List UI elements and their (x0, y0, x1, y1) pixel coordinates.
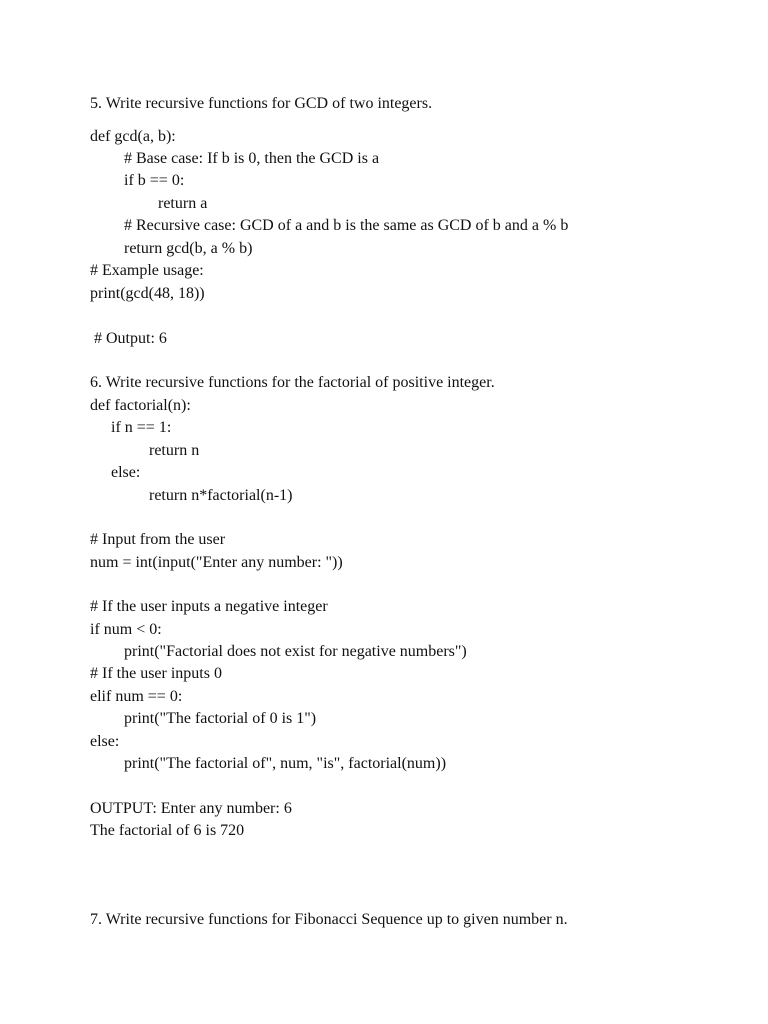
q5-code-line: # Recursive case: GCD of a and b is the same as GCD of b and a % b (108, 217, 569, 234)
q5-code-line: # Base case: If b is 0, then the GCD is a (108, 150, 380, 167)
q5-code-line: return gcd(b, a % b) (108, 240, 253, 257)
q6-heading: 6. Write recursive functions for the factorial of positive integer. (90, 374, 495, 391)
q6-output-line: OUTPUT: Enter any number: 6 (90, 800, 292, 817)
q6-check-line: # If the user inputs 0 (90, 665, 222, 682)
q6-code-line: if n == 1: (99, 419, 172, 436)
q6-code-line: return n*factorial(n-1) (121, 487, 293, 504)
q6-check-line: print("Factorial does not exist for negative numbers") (108, 643, 467, 660)
q6-code-line: else: (99, 464, 141, 481)
q6-check-line: else: (90, 733, 120, 750)
q5-output: # Output: 6 (90, 330, 167, 347)
q6-input-line: # Input from the user (90, 531, 226, 548)
q6-check-line: if num < 0: (90, 621, 162, 638)
q5-heading: 5. Write recursive functions for GCD of two integers. (90, 95, 433, 112)
q5-code-line: print(gcd(48, 18)) (90, 285, 205, 302)
q5-code-line: return a (126, 195, 208, 212)
q5-code-line: if b == 0: (108, 172, 185, 189)
q6-output-line: The factorial of 6 is 720 (90, 822, 245, 839)
q7-heading: 7. Write recursive functions for Fibonacci Sequence up to given number n. (90, 911, 568, 928)
q6-check-line: print("The factorial of", num, "is", factorial(num)) (108, 755, 447, 772)
q5-code-line: def gcd(a, b): (90, 128, 176, 145)
q6-check-line: print("The factorial of 0 is 1") (108, 710, 317, 727)
q6-check-line: # If the user inputs a negative integer (90, 598, 328, 615)
q6-code-line: def factorial(n): (90, 397, 191, 414)
q6-check-line: elif num == 0: (90, 688, 183, 705)
q6-code-line: return n (121, 442, 200, 459)
q5-code-line: # Example usage: (90, 262, 204, 279)
q6-input-line: num = int(input("Enter any number: ")) (90, 554, 343, 571)
